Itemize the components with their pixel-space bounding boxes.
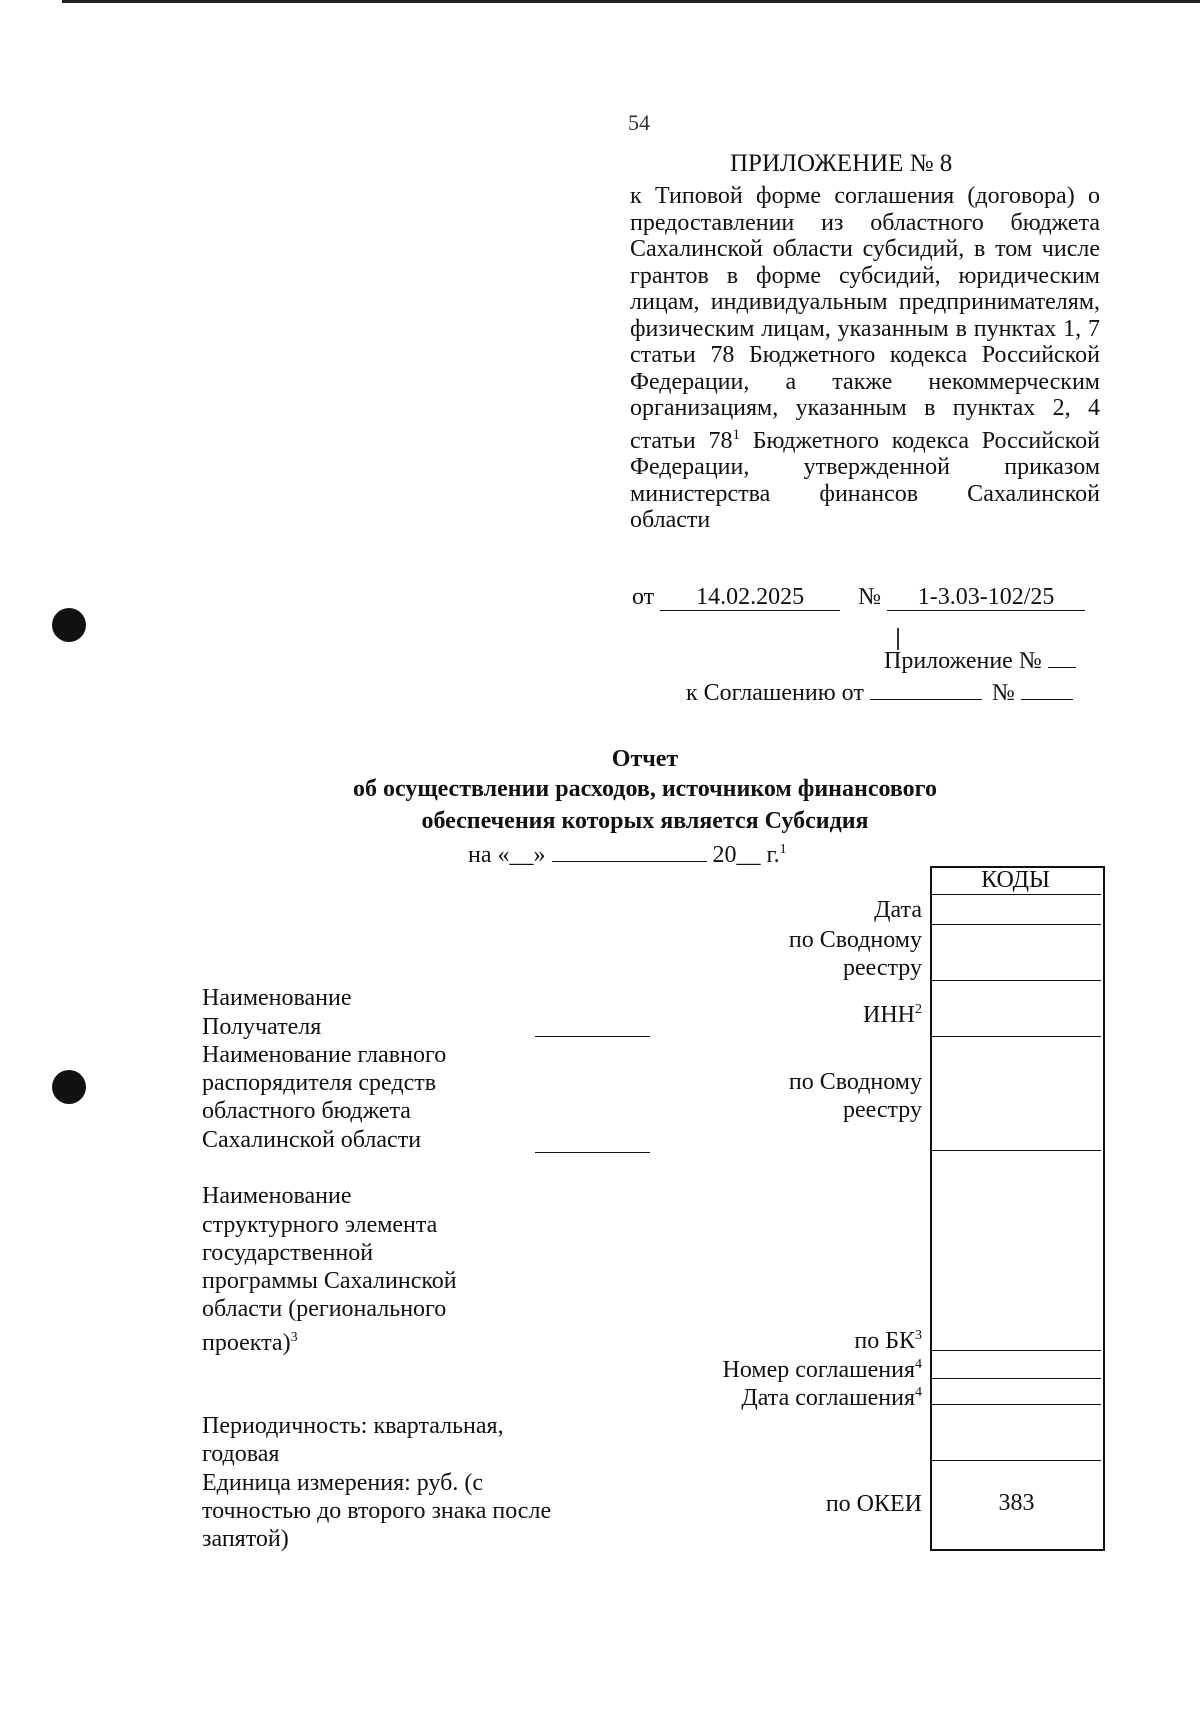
codes-row-divider xyxy=(932,924,1101,925)
label-unit-line1: Единица измерения: руб. (с xyxy=(202,1470,483,1496)
label-unit-line3: запятой) xyxy=(202,1526,289,1552)
order-date: 14.02.2025 xyxy=(660,584,840,611)
codes-row-divider xyxy=(932,1150,1101,1151)
codes-row-divider xyxy=(932,980,1101,981)
codes-header: КОДЫ xyxy=(981,867,1050,893)
label-bk-sup: 3 xyxy=(915,1328,922,1343)
report-date-year: 20__ г. xyxy=(712,842,780,868)
report-date-sup: 1 xyxy=(779,842,787,857)
order-no-label: № xyxy=(858,584,882,610)
label-bk-text: по БК xyxy=(854,1328,915,1354)
label-svod-registry-1-line2: реестру xyxy=(842,955,922,981)
label-periodicity-line1: Периодичность: квартальная, xyxy=(202,1413,504,1439)
codes-row-divider xyxy=(932,1378,1101,1379)
label-agreement-date xyxy=(741,1379,922,1412)
agreement-date-line xyxy=(686,680,1106,707)
report-date-blank xyxy=(552,861,707,862)
page-number: 54 xyxy=(628,110,650,135)
appendix-text xyxy=(630,183,1100,534)
label-gr-line1: Наименование главного xyxy=(202,1042,447,1068)
gr-blank xyxy=(535,1152,650,1153)
agreement-appendix-line xyxy=(884,648,1104,675)
label-struct-line3: государственной xyxy=(202,1240,374,1266)
report-date-line xyxy=(468,842,787,869)
agreement-appendix-label: Приложение № xyxy=(884,648,1042,674)
label-struct-line5: области (регионального xyxy=(202,1296,447,1322)
label-struct-line1: Наименование xyxy=(202,1183,352,1209)
pen-mark xyxy=(897,628,899,650)
agreement-date-blank xyxy=(870,699,982,700)
agreement-no-blank xyxy=(1021,699,1073,700)
appendix-text-part1: к Типовой форме соглашения (договора) о предоставлении из областного бюджета Сахалинской области субсидий, в том числе грантов в форме субсидий, юридическим лицам, индивидуальным предпринимателям, физическим лицам, указанным в пунктах 1, 7 статьи 78 Бюджетного кодекса Российской Федерации, а также некоммерческим организациям, указанным в пунктах 2, 4 статьи 78 xyxy=(630,183,1100,454)
label-agreement-number-sup: 4 xyxy=(915,1357,922,1372)
label-periodicity-line2: годовая xyxy=(202,1441,280,1467)
label-unit-line2: точностью до второго знака после xyxy=(202,1498,552,1524)
label-svod-registry-2-line2: реестру xyxy=(842,1097,922,1123)
agreement-no-label: № xyxy=(991,680,1015,706)
report-subtitle-line2: обеспечения которых является Субсидия xyxy=(421,808,869,834)
order-line xyxy=(632,584,1102,614)
label-inn-text: ИНН xyxy=(863,1002,915,1028)
report-title: Отчет xyxy=(611,746,679,772)
label-okei: по ОКЕИ xyxy=(825,1491,922,1517)
top-border-line xyxy=(62,0,1200,3)
binder-hole-bottom xyxy=(52,1070,86,1104)
label-struct-line6 xyxy=(202,1324,298,1357)
label-inn-sup: 2 xyxy=(915,1002,922,1017)
label-recipient-line2: Получателя xyxy=(202,1014,322,1040)
appendix-text-sup: 1 xyxy=(732,426,740,443)
label-inn xyxy=(863,996,922,1029)
report-date-prefix: на «__» xyxy=(468,842,546,868)
label-recipient-line1: Наименование xyxy=(202,985,352,1011)
appendix-text-part2: Бюджетного кодекса Российской Федерации, утвержденной приказом министерства финансов Сахалинской области xyxy=(630,427,1100,533)
label-struct-line6-text: проекта) xyxy=(202,1330,291,1356)
label-struct-sup: 3 xyxy=(290,1330,298,1345)
label-svod-registry-1-line1: по Сводному xyxy=(788,927,922,953)
agreement-appendix-blank xyxy=(1048,667,1076,668)
okei-code-value: 383 xyxy=(998,1490,1035,1516)
codes-table xyxy=(930,866,1105,1551)
report-subtitle-line1: об осуществлении расходов, источником финансового xyxy=(353,776,937,802)
label-struct-line2: структурного элемента xyxy=(202,1212,438,1238)
binder-hole-top xyxy=(52,608,86,642)
codes-row-divider xyxy=(932,1404,1101,1405)
appendix-title: ПРИЛОЖЕНИЕ № 8 xyxy=(730,150,953,177)
label-agreement-date-text: Дата соглашения xyxy=(741,1385,915,1411)
recipient-blank xyxy=(535,1036,650,1037)
order-prefix: от xyxy=(632,584,655,610)
codes-row-divider xyxy=(932,1350,1101,1351)
codes-row-divider xyxy=(932,1460,1101,1461)
codes-row-divider xyxy=(932,1036,1101,1037)
label-struct-line4: программы Сахалинской xyxy=(202,1268,457,1294)
order-number: 1-3.03-102/25 xyxy=(887,584,1085,611)
label-gr-line3: областного бюджета xyxy=(202,1098,411,1124)
label-date: Дата xyxy=(874,897,922,923)
label-agreement-number-text: Номер соглашения xyxy=(722,1357,915,1383)
label-gr-line2: распорядителя средств xyxy=(202,1070,437,1096)
codes-row-divider xyxy=(932,894,1101,895)
agreement-to-label: к Соглашению от xyxy=(686,680,864,706)
label-svod-registry-2-line1: по Сводному xyxy=(788,1069,922,1095)
label-agreement-date-sup: 4 xyxy=(915,1385,922,1400)
label-gr-line4: Сахалинской области xyxy=(202,1127,422,1153)
